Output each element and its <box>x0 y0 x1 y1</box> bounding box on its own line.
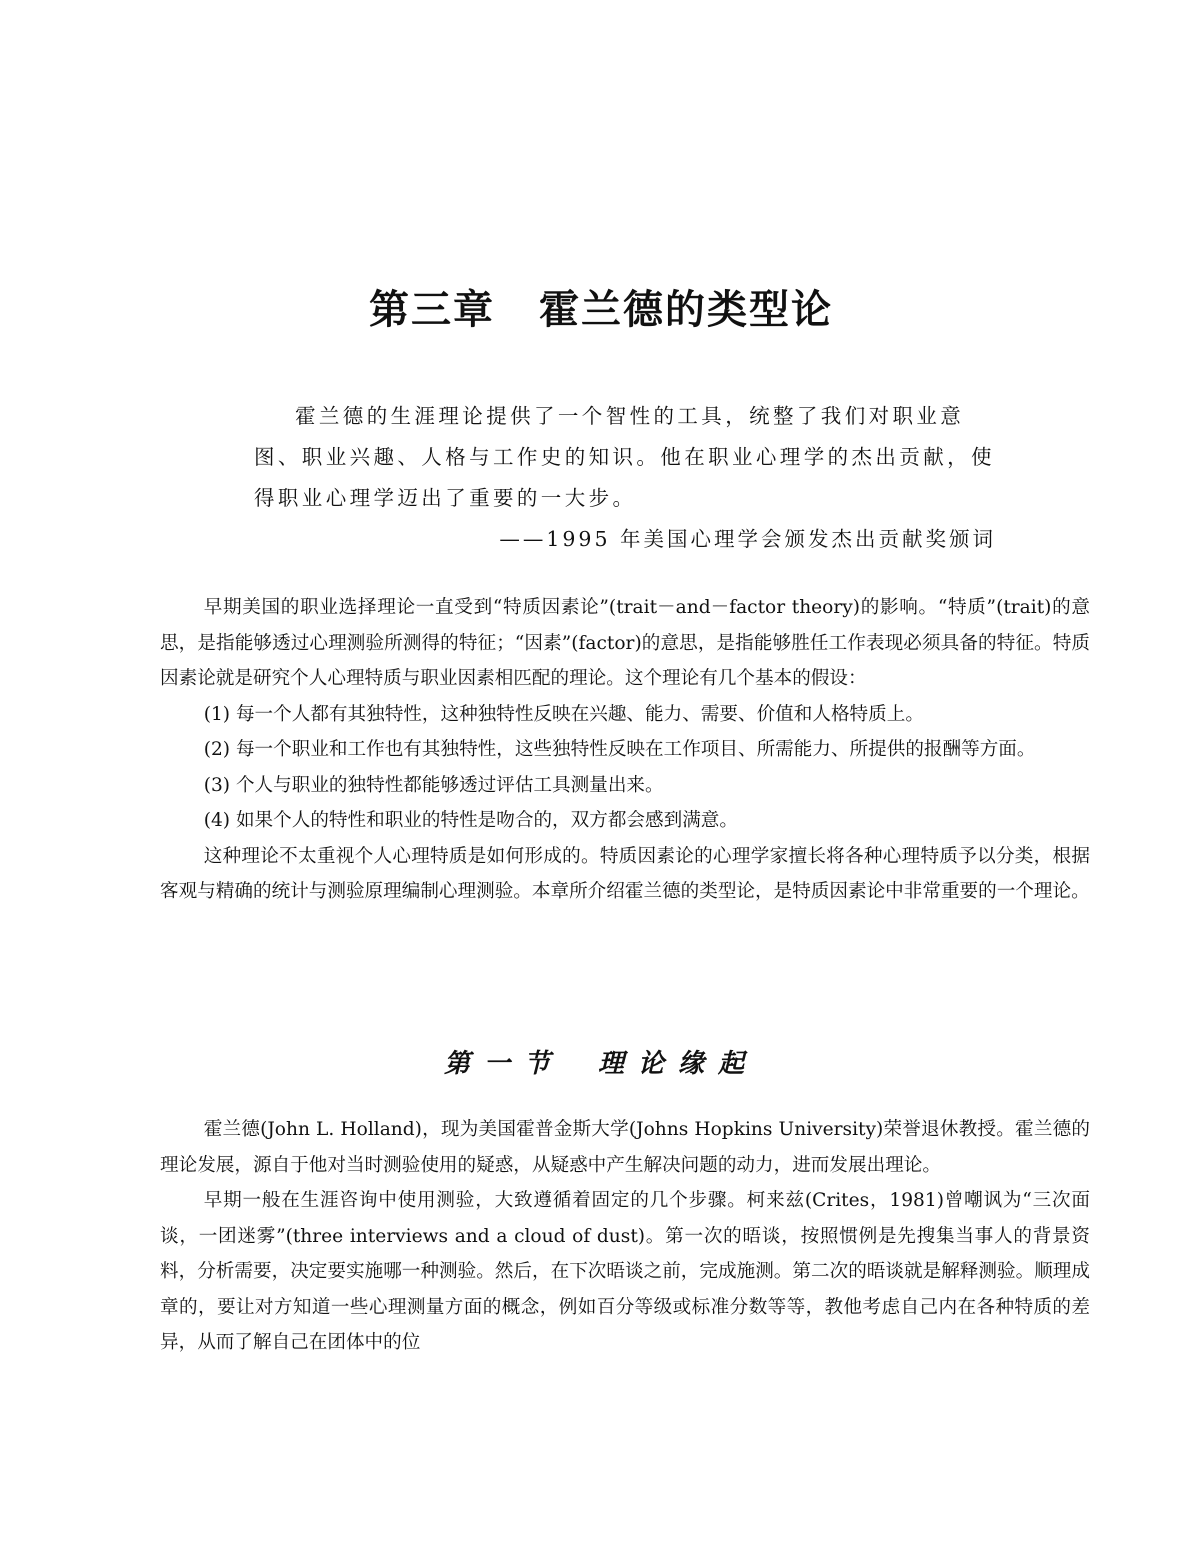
section-title <box>0 1042 1202 1086</box>
paragraph: 早期美国的职业选择理论一直受到“特质因素论”(trait－and－factor theory)的影响。“特质”(trait)的意思，是指能够透过心理测验所测得的特征；“因素”(factor)的意思，是指能够胜任工作表现必须具备的特征。特质因素论就是研究个人心理特质与职业因素相匹配的理论。这个理论有几个基本的假设： <box>160 597 1090 689</box>
chapter-number: 第三章 <box>369 287 495 333</box>
epigraph <box>254 396 996 560</box>
chapter-name: 霍兰德的类型论 <box>539 287 833 333</box>
paragraph: 这种理论不太重视个人心理特质是如何形成的。特质因素论的心理学家擅长将各种心理特质予以分类，根据客观与精确的统计与测验原理编制心理测验。本章所介绍霍兰德的类型论，是特质因素论中非常重要的一个理论。 <box>160 845 1090 902</box>
assumption-item: (2) 每一个职业和工作也有其独特性，这些独特性反映在工作项目、所需能力、所提供的报酬等方面。 <box>203 739 1036 760</box>
assumption-item: (3) 个人与职业的独特性都能够透过评估工具测量出来。 <box>203 774 664 796</box>
assumption-item: (4) 如果个人的特性和职业的特性是吻合的，双方都会感到满意。 <box>203 810 738 831</box>
section-number: 第一节 <box>443 1049 564 1079</box>
epigraph-text: 霍兰德的生涯理论提供了一个智性的工具，统整了我们对职业意图、职业兴趣、人格与工作史的知识。他在职业心理学的杰出贡献，使得职业心理学迈出了重要的一大步。 <box>254 404 995 510</box>
section-name: 理论缘起 <box>598 1049 759 1079</box>
section-body <box>160 1112 1090 1361</box>
paragraph: 霍兰德(John L. Holland)，现为美国霍普金斯大学(Johns Hopkins University)荣誉退休教授。霍兰德的理论发展，源自于他对当时测验使用的疑惑，从疑惑中产生解决问题的动力，进而发展出理论。 <box>160 1119 1090 1176</box>
chapter-title <box>0 282 1202 338</box>
epigraph-source: ——1995 年美国心理学会颁发杰出贡献奖颁词 <box>499 527 996 551</box>
paragraph: 早期一般在生涯咨询中使用测验，大致遵循着固定的几个步骤。柯来兹(Crites，1981)曾嘲讽为“三次面谈，一团迷雾”(three interviews and a cloud of dust)。第一次的晤谈，按照惯例是先搜集当事人的背景资料，分析需要，决定要实施哪一种测验。然后，在下次晤谈之前，完成施测。第二次的晤谈就是解释测验。顺理成章的，要让对方知道一些心理测量方面的概念，例如百分等级或标准分数等等，教他考虑自己内在各种特质的差异，从而了解自己在团体中的位 <box>160 1190 1090 1353</box>
assumption-item: (1) 每一个人都有其独特性，这种独特性反映在兴趣、能力、需要、价值和人格特质上。 <box>203 703 924 725</box>
intro-section <box>160 590 1090 910</box>
